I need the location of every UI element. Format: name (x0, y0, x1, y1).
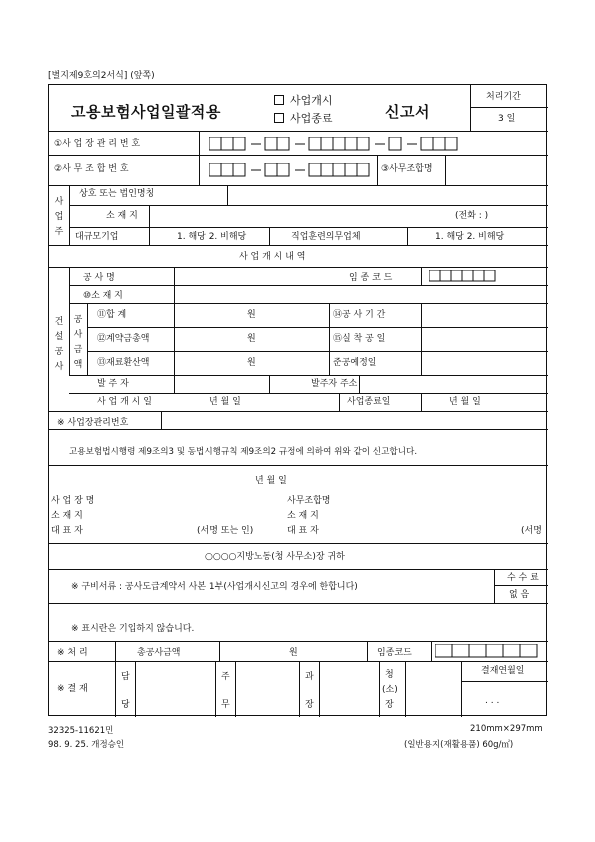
form-number-note: [별지제9호의2서식] (앞쪽) (48, 71, 155, 81)
approval-manager-1: 주 (221, 672, 230, 682)
workplace-number-boxes[interactable] (209, 137, 545, 151)
material-amount-label: ⑬재료환산액 (97, 358, 150, 368)
total-amount-label: ⑪합 계 (97, 310, 127, 320)
approval-manager-2: 무 (221, 700, 230, 710)
processing-label: ※ 처 리 (57, 648, 88, 658)
type-code-boxes[interactable] (429, 270, 541, 282)
digit-boxes (209, 163, 379, 177)
business-open-date-label: 사 업 개 시 일 (97, 397, 152, 407)
processing-period-value: 3 일 (498, 114, 516, 124)
approval-office-head-3: 장 (385, 700, 394, 710)
declaration-text: 고용보험법시행령 제9조의3 및 동법시행규칙 제9조의2 규정에 의하여 위와 같이 신고합니다. (69, 447, 418, 457)
not-fill-note: ※ 표시란은 기입하지 않습니다. (71, 624, 195, 634)
paper-size: 210mm×297mm (470, 724, 543, 734)
completion-date-label: 준공예정일 (333, 358, 377, 368)
workplace-name-label: 사 업 장 명 (51, 496, 95, 506)
form-title-suffix: 신고서 (385, 103, 430, 121)
form-title: 고용보험사업일괄적용 (71, 103, 221, 121)
required-documents: ※ 구비서류 : 공사도급계약서 사본 1부(사업개시신고의 경우에 한합니다) (71, 582, 358, 592)
workplace-address-label: 소 재 지 (51, 511, 83, 521)
construction-period-label: ⑭공 사 기 간 (333, 310, 386, 320)
contract-amount-unit: 원 (247, 334, 256, 344)
construction-type-code-label: 임 종 코 드 (349, 273, 393, 283)
workplace-mgmt-number-label: ※ 사업장관리번호 (57, 418, 129, 428)
addressee: ○○○○지방노동(청 사무소)장 귀하 (205, 552, 345, 562)
option-business-close-label: 사업종료 (290, 112, 333, 125)
workplace-rep-label: 대 표 자 (51, 526, 83, 536)
start-date-label: ⑮실 착 공 일 (333, 334, 386, 344)
union-rep-label: 대 표 자 (287, 526, 319, 536)
union-name-label: ③사무조합명 (381, 164, 433, 174)
paper-type: (일반용지(재활용품) 60g/㎡) (404, 740, 514, 750)
workplace-number-label: ①사 업 장 관 리 번 호 (54, 139, 141, 149)
material-amount-unit: 원 (247, 358, 256, 368)
approval-date-value: . . . (485, 696, 500, 706)
approval-office-head-2: (소) (382, 685, 398, 695)
processing-type-code-boxes[interactable] (435, 644, 545, 658)
option-business-close[interactable] (274, 113, 333, 124)
revision-date: 98. 9. 25. 개정승인 (48, 740, 125, 750)
orderer-address-label: 발주자 주소 (311, 379, 358, 389)
fee-value: 없 음 (509, 590, 530, 600)
union-address-label: 소 재 지 (287, 511, 319, 521)
union-number-boxes[interactable] (209, 163, 379, 177)
total-construction-amount-label: 총공사금액 (137, 648, 181, 658)
fee-label: 수 수 료 (507, 573, 539, 583)
business-address-label: 소 재 지 (106, 211, 138, 221)
union-sign-hint: (서명 (521, 526, 542, 536)
approval-office-head-1: 청 (385, 670, 394, 680)
construction-name-label: 공 사 명 (83, 273, 115, 283)
total-construction-amount-unit: 원 (289, 648, 298, 658)
approval-date-label: 결재연월일 (481, 666, 525, 676)
business-owner-section: 사업주 (54, 197, 64, 237)
workplace-sign-hint: (서명 또는 인) (197, 526, 254, 536)
form-code: 32325-11621민 (48, 726, 114, 736)
digit-boxes (435, 644, 545, 658)
business-name-label: 상호 또는 법인명칭 (79, 189, 155, 199)
declaration-form (48, 84, 547, 716)
digit-boxes (209, 137, 545, 151)
business-open-date-value: 년 월 일 (209, 397, 241, 407)
contract-amount-label: ⑫계약금총액 (97, 334, 150, 344)
construction-amount-group: 공사금액 (73, 315, 83, 370)
digit-boxes (429, 270, 541, 282)
checkbox-icon (274, 95, 284, 105)
approval-section-chief-2: 장 (305, 700, 314, 710)
construction-section: 건설공사 (54, 317, 64, 372)
approval-section-chief-1: 과 (305, 672, 314, 682)
union-name-sign-label: 사무조합명 (287, 496, 331, 506)
business-start-details-heading: 사 업 개 시 내 역 (239, 252, 306, 262)
total-amount-unit: 원 (247, 310, 256, 320)
large-company-label: 대규모기업 (75, 232, 119, 242)
processing-period-label: 처리기간 (486, 92, 521, 102)
large-company-options[interactable]: 1. 해당 2. 비해당 (177, 232, 247, 242)
union-number-label: ②사 무 조 합 번 호 (54, 164, 129, 174)
training-obligated-options[interactable]: 1. 해당 2. 비해당 (435, 232, 505, 242)
signature-date: 년 월 일 (255, 476, 287, 486)
business-close-date-label: 사업종료일 (347, 397, 391, 407)
checkbox-icon (274, 113, 284, 123)
approval-label: ※ 결 재 (57, 684, 88, 694)
option-business-open[interactable] (274, 95, 333, 106)
processing-type-code-label: 임종코드 (377, 648, 412, 658)
option-business-open-label: 사업개시 (290, 94, 333, 107)
business-phone-label: (전화 : ) (455, 211, 489, 221)
training-obligated-label: 직업훈련의무업체 (291, 232, 361, 242)
approval-staff-2: 당 (121, 700, 130, 710)
construction-address-label: ⑩소 재 지 (83, 291, 123, 301)
orderer-label: 발 주 자 (97, 379, 129, 389)
business-close-date-value: 년 월 일 (449, 397, 481, 407)
approval-staff-1: 담 (121, 672, 130, 682)
